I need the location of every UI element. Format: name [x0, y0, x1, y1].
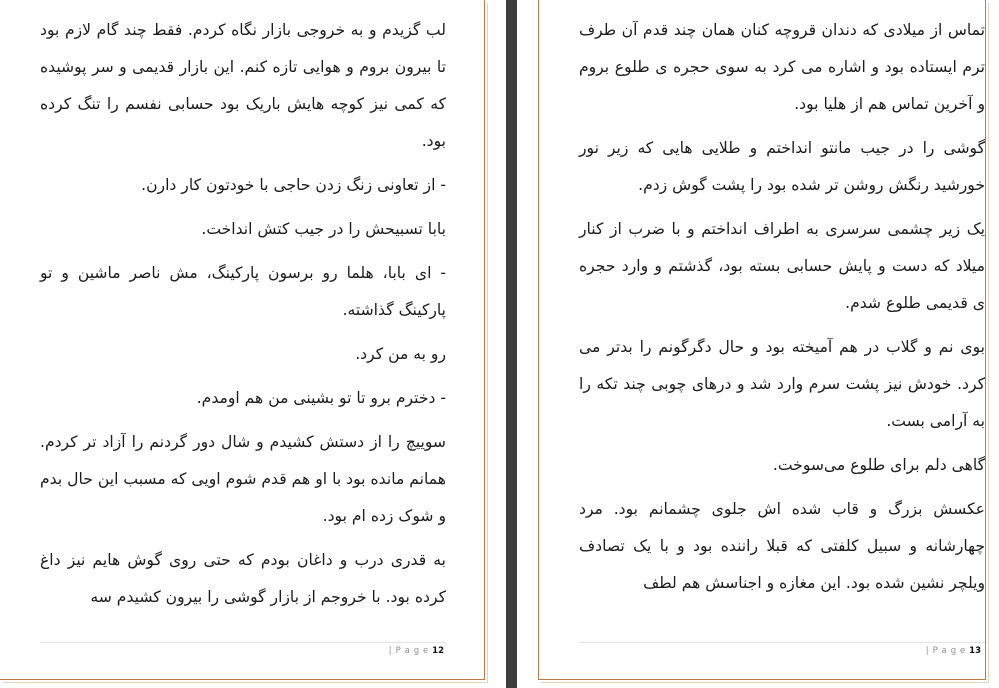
- paragraph: - ای بابا، هلما رو برسون پارکینگ، مش ناصر ماشین و تو پارکینگ گذاشته.: [40, 264, 446, 319]
- page-number: [926, 646, 981, 656]
- paragraph: لب گزیدم و به خروجی بازار نگاه کردم. فقط چند گام لازم بود تا بیرون بروم و هوایی تازه کنم. این بازار قدیمی و سر پوشیده که کمی نیز کوچه هایش باریک بود حسابی نفسم را تنگ کرده بود.: [40, 21, 446, 150]
- page-number-separator: |: [925, 646, 930, 656]
- page-body: [40, 12, 446, 623]
- paragraph: سوییچ را از دستش کشیدم و شال دور گردنم را آزاد تر کردم. همانم مانده بود با او هم قدم شوم اویی که مسبب این حال بدم و شوک زده ام بود.: [40, 433, 446, 525]
- paragraph: گاهی دلم برای طلوع می‌سوخت.: [772, 456, 985, 474]
- footer-divider: [579, 642, 985, 643]
- page-gap: [488, 0, 506, 688]
- footer-divider: [40, 642, 446, 643]
- paragraph: - دخترم برو تا تو بشینی من هم اومدم.: [196, 389, 446, 407]
- paragraph: گوشی را در جیب مانتو انداختم و طلایی هایی که زیر نور خورشید رنگش روشن تر شده بود را پشت گوش زدم.: [579, 139, 985, 194]
- paragraph: تماس از میلادی که دندان قروچه کنان همان چند قدم آن طرف ترم ایستاده بود و اشاره می کرد به سوی حجره ی طلوع بروم و آخرین تماس هم از هلیا بود.: [579, 21, 985, 113]
- page-number-label: P a g e: [932, 646, 966, 656]
- page-number: [389, 646, 444, 656]
- paragraph: بابا تسبیحش را در جیب کتش انداخت.: [201, 220, 446, 238]
- page-body: [579, 12, 985, 609]
- paragraph: بوی نم و گلاب در هم آمیخته بود و حال دگرگونم را بدتر می کرد. خودش نیز پشت سرم وارد شد و درهای چوبی چند تکه را به آرامی بست.: [579, 338, 985, 430]
- right-page: [538, 0, 986, 680]
- page-number-label: P a g e: [395, 646, 429, 656]
- paragraph: به قدری درب و داغان بودم که حتی روی گوش هایم نیز داغ کرده بود. با خروجم از بازار گوشی را بیرون کشیدم سه: [40, 551, 446, 606]
- paragraph: یک زیر چشمی سرسری به اطراف انداختم و با ضرب از کنار میلاد که دست و پایش حسابی بسته بود، گذشتم و وارد حجره ی قدیمی طلوع شدم.: [579, 220, 985, 312]
- paragraph: عکسش بزرگ و قاب شده اش جلوی چشمانم بود. مرد چهارشانه و سبیل کلفتی که قبلا راننده بود و با یک تصادف ویلچر نشین شده بود. این مغازه و اجناسش هم لطف: [579, 500, 985, 592]
- page-separator-bar: [506, 0, 517, 688]
- page-number-value: 13: [969, 646, 981, 656]
- paragraph: رو به من کرد.: [355, 345, 446, 363]
- page-number-separator: |: [388, 646, 393, 656]
- page-number-value: 12: [432, 646, 444, 656]
- left-page: [0, 0, 485, 680]
- paragraph: - از تعاونی زنگ زدن حاجی با خودتون کار دارن.: [141, 176, 446, 194]
